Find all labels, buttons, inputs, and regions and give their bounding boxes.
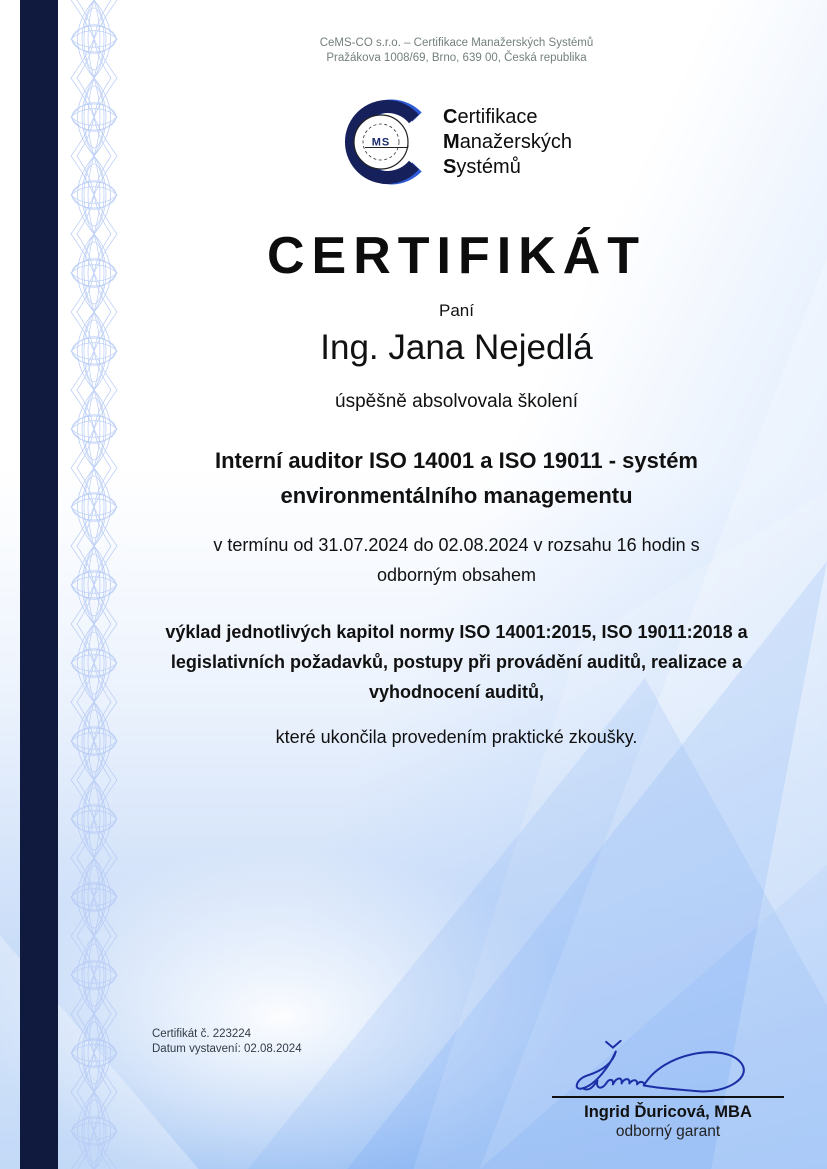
logo-wordmark	[443, 105, 572, 180]
certificate-content	[110, 0, 803, 750]
issue-date: Datum vystavení: 02.08.2024	[152, 1043, 302, 1055]
logo-word-3: Systémů	[443, 155, 521, 178]
issuer-address: Pražákova 1008/69, Brno, 639 00, Česká republika	[326, 52, 587, 64]
recipient-name: Ing. Jana Nejedlá	[320, 328, 593, 367]
course-content: výklad jednotlivých kapitol normy ISO 14001:2015, ISO 19011:2018 a legislativních požadavků, postupy při provádění auditů, realizace a vyhodnocení auditů,	[165, 622, 748, 702]
signature-icon	[550, 1038, 786, 1096]
completion-statement: úspěšně absolvovala školení	[335, 391, 578, 412]
signature-block	[548, 1038, 788, 1141]
certificate-title: CERTIFIKÁT	[266, 227, 647, 285]
certificate-meta	[152, 1027, 302, 1057]
logo-monogram: MS	[371, 136, 391, 149]
cms-logo-icon	[341, 96, 429, 188]
course-title: Interní auditor ISO 14001 a ISO 19011 - systém environmentálního managementu	[214, 448, 698, 508]
issuer-name: CeMS-CO s.r.o. – Certifikace Manažerských Systémů	[319, 37, 594, 49]
salutation: Paní	[439, 301, 474, 320]
issuer-header	[110, 36, 803, 66]
signatory-name: Ingrid Ďuricová, MBA	[584, 1103, 752, 1121]
logo	[110, 96, 803, 188]
closing-statement: které ukončila provedením praktické zkoušky.	[275, 727, 638, 747]
left-border-bar	[20, 0, 58, 1169]
signature-line	[552, 1096, 784, 1098]
course-term: v termínu od 31.07.2024 do 02.08.2024 v rozsahu 16 hodin s odborným obsahem	[213, 535, 700, 585]
certificate-number: Certifikát č. 223224	[152, 1028, 252, 1040]
logo-word-2: Manažerských	[443, 130, 572, 153]
logo-word-1: Certifikace	[443, 105, 538, 128]
signatory-role: odborný garant	[615, 1123, 721, 1140]
